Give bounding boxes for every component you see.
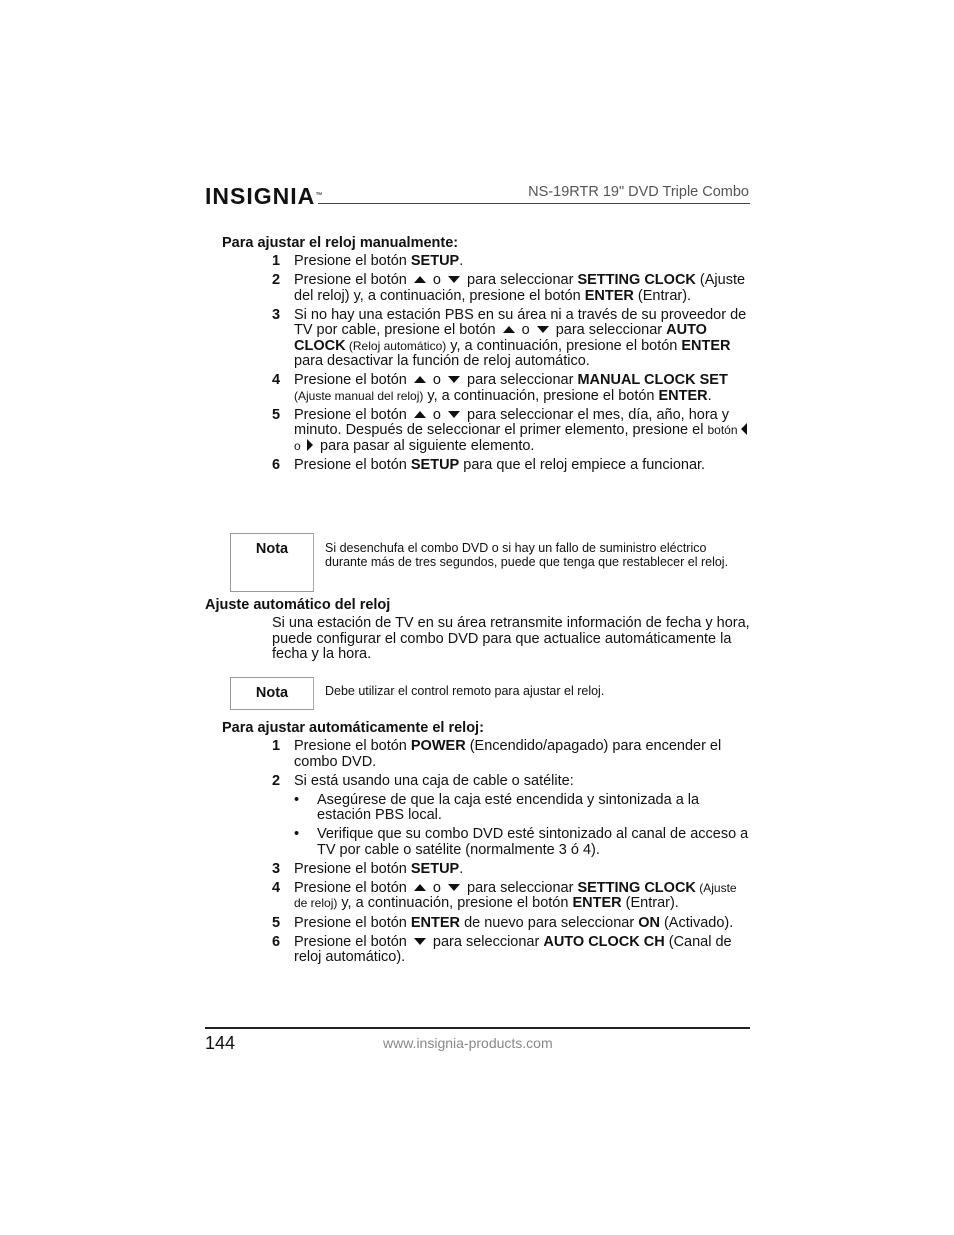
auto-clock-key: AUTO CLOCK	[294, 322, 707, 354]
note-label: Nota	[255, 685, 289, 701]
bullet-item	[272, 793, 752, 824]
insignia-logo	[205, 182, 323, 210]
step-text-small: (Ajuste manual del reloj)	[294, 388, 424, 403]
step-text: Presione el botón	[294, 456, 411, 473]
step-text: Presione el botón	[294, 738, 411, 754]
step-text: y, a continuación, presione el botón	[446, 337, 682, 354]
manual-step-5	[272, 408, 752, 455]
step-text: .	[707, 387, 712, 404]
auto-step-1	[272, 739, 752, 770]
step-text: Presione el botón	[294, 879, 411, 896]
step-text: para seleccionar	[428, 933, 544, 950]
step-text-small: o	[294, 438, 305, 453]
step-text: Presione el botón	[294, 860, 411, 877]
step-number: 5	[272, 406, 281, 423]
step-number: 6	[272, 933, 281, 950]
setting-clock-key: SETTING CLOCK	[577, 879, 696, 896]
step-text: para que el reloj empiece a funcionar.	[459, 456, 706, 473]
setting-clock-key: SETTING CLOCK	[577, 272, 696, 289]
step-text-small: botón	[707, 423, 738, 438]
step-text: para seleccionar el mes, día, año, hora y minuto. Después de seleccionar el primer elemento, presione el	[294, 406, 729, 439]
enter-key: ENTER	[584, 287, 634, 304]
step-text: o	[517, 322, 534, 339]
step-number: 1	[272, 253, 281, 269]
auto-step-5	[272, 916, 752, 932]
manual-step-4	[272, 373, 752, 404]
manual-steps	[272, 254, 752, 477]
bullet-item	[272, 827, 752, 858]
note-text: Debe utilizar el control remoto para ajustar el reloj.	[325, 684, 605, 698]
setup-key: SETUP	[410, 253, 460, 269]
manual-heading: Para ajustar el reloj manualmente:	[222, 235, 459, 251]
step-text: o	[428, 372, 446, 389]
footer-rule	[205, 1027, 750, 1029]
power-key: POWER	[410, 738, 466, 754]
step-text: Presione el botón	[294, 933, 411, 950]
on-key: ON	[638, 914, 660, 931]
bullet-dot: •	[294, 791, 300, 808]
step-text: (Entrar).	[621, 895, 679, 912]
up-arrow-icon	[414, 376, 426, 383]
step-text: (Activado).	[659, 914, 734, 931]
step-text: (Entrar).	[633, 287, 692, 304]
enter-key: ENTER	[658, 387, 708, 404]
step-number: 1	[272, 738, 281, 754]
down-arrow-icon	[537, 326, 549, 333]
footer-url: www.insignia-products.com	[383, 1035, 553, 1051]
right-arrow-icon	[307, 439, 313, 451]
step-number: 4	[272, 879, 281, 896]
step-text: para seleccionar	[463, 879, 578, 896]
step-text: .	[459, 860, 464, 877]
bullet-dot: •	[294, 826, 300, 843]
step-text: para desactivar la función de reloj automático.	[294, 353, 590, 370]
auto-step-6	[272, 935, 752, 966]
step-text: Presione el botón	[294, 406, 411, 423]
auto-step-2	[272, 774, 752, 790]
automatic-steps	[272, 739, 752, 969]
step-number: 2	[272, 772, 281, 789]
step-number: 2	[272, 272, 281, 289]
note-text: Si desenchufa el combo DVD o si hay un fallo de suministro eléctrico durante más de tres segundos, puede que tenga que restablecer el reloj.	[325, 541, 729, 569]
up-arrow-icon	[503, 326, 515, 333]
auto-heading: Ajuste automático del reloj	[205, 597, 391, 613]
auto-step-4	[272, 881, 752, 912]
step-text: o	[428, 272, 446, 289]
manual-clock-set-key: MANUAL CLOCK SET	[577, 372, 728, 389]
step-text: (Ajuste del reloj) y, a continuación, presione el botón	[294, 272, 746, 304]
down-arrow-icon	[448, 276, 460, 283]
step-number: 5	[272, 914, 281, 931]
step-text: Presione el botón	[294, 272, 411, 289]
down-arrow-icon	[414, 938, 426, 945]
down-arrow-icon	[448, 376, 460, 383]
setup-key: SETUP	[410, 456, 460, 473]
step-text: .	[459, 253, 464, 269]
step-text: Presione el botón	[294, 372, 411, 389]
step-text: o	[428, 406, 446, 423]
step-text: para seleccionar	[551, 322, 667, 339]
manual-step-6	[272, 458, 752, 474]
step-number: 3	[272, 860, 281, 877]
auto-step-3	[272, 862, 752, 878]
logo-text: INSIGNIA	[205, 183, 316, 209]
bullet-text: Verifique que su combo DVD esté sintonizado al canal de acceso a TV por cable o satélite (normalmente 3 ó 4).	[317, 826, 749, 858]
trademark-mark: ™	[315, 192, 324, 199]
up-arrow-icon	[414, 884, 426, 891]
manual-step-2	[272, 273, 752, 304]
enter-key: ENTER	[572, 895, 622, 912]
note-label: Nota	[255, 541, 289, 557]
setup-key: SETUP	[410, 860, 460, 877]
up-arrow-icon	[414, 411, 426, 418]
step-number: 6	[272, 456, 281, 473]
manual-step-3	[272, 308, 752, 370]
step-text: para seleccionar	[463, 372, 578, 389]
step-text: Si no hay una estación PBS en su área ni a través de su proveedor de TV por cable, presione el botón	[294, 306, 747, 339]
down-arrow-icon	[448, 411, 460, 418]
step-text: de nuevo para seleccionar	[460, 914, 639, 931]
enter-key: ENTER	[410, 914, 461, 931]
step-number: 3	[272, 306, 281, 323]
header-rule	[318, 203, 750, 204]
step-text: Presione el botón	[294, 914, 411, 931]
note-box	[230, 677, 314, 710]
left-arrow-icon	[741, 423, 747, 435]
step-text-small: (Reloj automático)	[345, 338, 447, 353]
step-text: o	[428, 879, 446, 896]
step-text: Presione el botón	[294, 253, 411, 269]
auto-clock-ch-key: AUTO CLOCK CH	[543, 933, 665, 950]
up-arrow-icon	[414, 276, 426, 283]
step-text: y, a continuación, presione el botón	[423, 387, 659, 404]
step-text: Si está usando una caja de cable o satélite:	[294, 772, 574, 789]
bullet-text: Asegúrese de que la caja esté encendida y sintonizada a la estación PBS local.	[317, 791, 700, 824]
step-text: (Canal de reloj automático).	[294, 933, 732, 966]
header-title: NS-19RTR 19" DVD Triple Combo	[528, 184, 749, 200]
note-box	[230, 533, 314, 592]
step-number: 4	[272, 372, 281, 389]
enter-key: ENTER	[681, 337, 731, 354]
step-text: para pasar al siguiente elemento.	[316, 437, 535, 454]
down-arrow-icon	[448, 884, 460, 891]
automatic-heading: Para ajustar automáticamente el reloj:	[222, 720, 484, 736]
step-text: para seleccionar	[463, 272, 578, 289]
auto-intro: Si una estación de TV en su área retransmite información de fecha y hora, puede configurar el combo DVD para que actualice automáticamente la fecha y la hora.	[272, 615, 750, 662]
step-text: (Encendido/apagado) para encender el combo DVD.	[294, 738, 722, 770]
page-number: 144	[205, 1033, 236, 1053]
step-text-small: (Ajuste de reloj)	[294, 880, 737, 911]
step-text: y, a continuación, presione el botón	[337, 895, 573, 912]
manual-step-1	[272, 254, 752, 270]
